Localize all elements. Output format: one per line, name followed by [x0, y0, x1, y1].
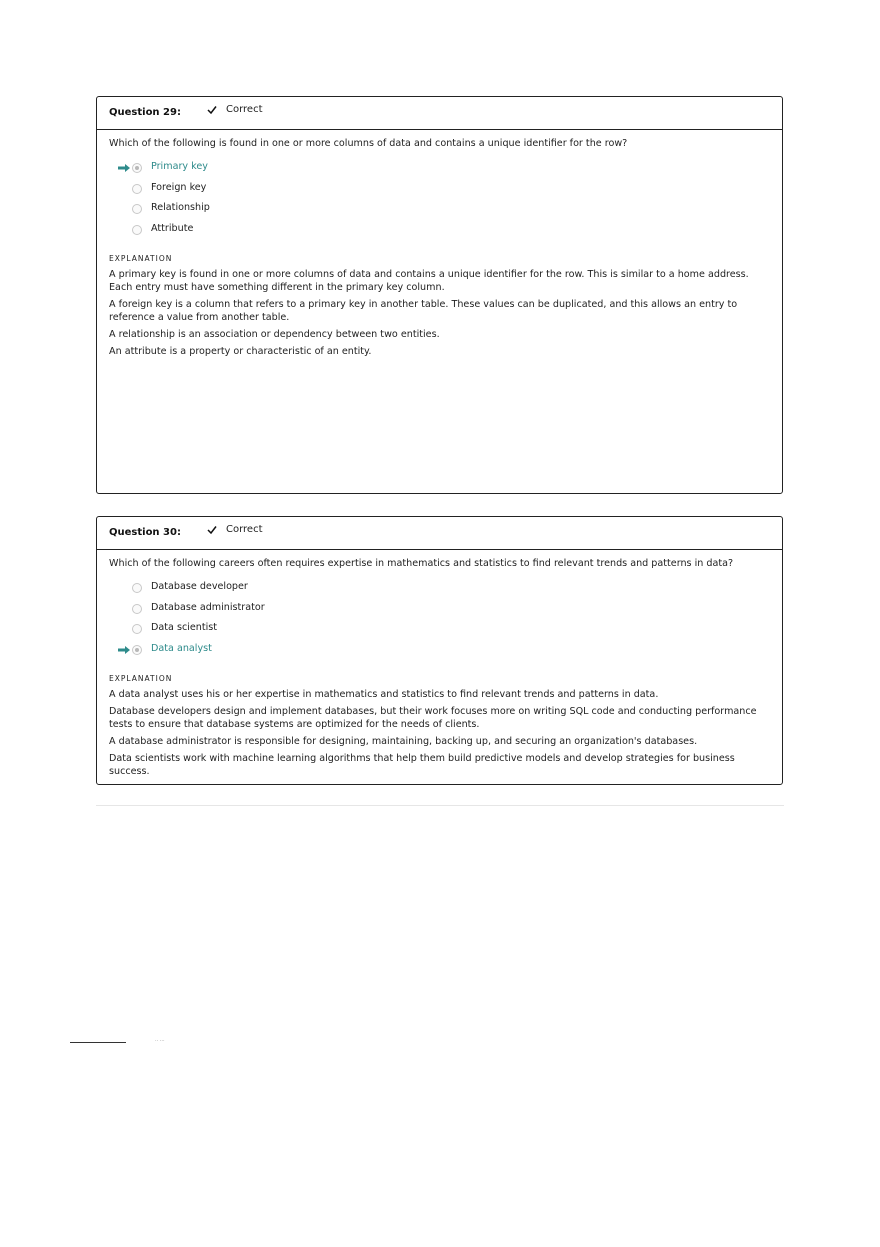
answer-option[interactable]	[109, 160, 770, 181]
explanation-paragraph: A primary key is found in one or more columns of data and contains a unique identifier for the row. This is similar to a home address. Each entry must have something different in the primary key column.	[109, 269, 749, 293]
status-label: Correct	[226, 524, 263, 535]
question-text: Which of the following is found in one or more columns of data and contains a unique identifier for the row?	[109, 138, 628, 149]
question-card	[96, 516, 783, 785]
explanation-paragraph: A database administrator is responsible for designing, maintaining, backing up, and securing an organization's databases.	[109, 736, 698, 747]
section-divider	[96, 805, 784, 806]
explanation-paragraph: An attribute is a property or characteristic of an entity.	[109, 346, 372, 357]
footer-rule	[70, 1042, 126, 1043]
option-label: Database administrator	[151, 601, 265, 613]
selected-arrow-icon	[118, 164, 130, 172]
answer-option[interactable]	[109, 580, 770, 601]
checkmark-icon	[207, 105, 217, 115]
selected-arrow-icon	[118, 646, 130, 654]
footer-page-ref: ·· ···	[155, 1038, 165, 1044]
question-header	[97, 97, 782, 130]
explanation-paragraph: A data analyst uses his or her expertise in mathematics and statistics to find relevant trends and patterns in data.	[109, 689, 659, 700]
explanation-paragraph: A foreign key is a column that refers to a primary key in another table. These values can be duplicated, and this allows an entry to reference a value from another table.	[109, 299, 738, 323]
option-label: Data analyst	[151, 642, 212, 654]
explanation-paragraph: Database developers design and implement databases, but their work focuses more on writing SQL code and conducting performance tests to ensure that database systems are optimized for the needs of clients.	[109, 706, 757, 730]
question-text: Which of the following careers often requires expertise in mathematics and statistics to find relevant trends and patterns in data?	[109, 558, 734, 569]
radio-button[interactable]	[132, 225, 142, 235]
question-card	[96, 96, 783, 494]
radio-button[interactable]	[132, 604, 142, 614]
answer-option[interactable]	[109, 601, 770, 622]
status-label: Correct	[226, 104, 263, 115]
explanation-heading: EXPLANATION	[109, 254, 173, 263]
checkmark-icon	[207, 525, 217, 535]
radio-button[interactable]	[132, 204, 142, 214]
explanation-paragraph: Data scientists work with machine learning algorithms that help them build predictive models and develop strategies for business success.	[109, 753, 735, 777]
option-label: Relationship	[151, 202, 210, 213]
answer-option[interactable]	[109, 621, 770, 642]
result-status	[207, 524, 263, 535]
question-number: Question 29:	[109, 107, 181, 118]
option-label: Data scientist	[151, 622, 218, 633]
option-label: Database developer	[151, 581, 248, 592]
answer-options	[109, 580, 770, 662]
radio-button[interactable]	[132, 583, 142, 593]
question-number: Question 30:	[109, 527, 181, 538]
result-status	[207, 104, 263, 115]
radio-button[interactable]	[132, 184, 142, 194]
option-label: Primary key	[151, 161, 208, 172]
option-label: Foreign key	[151, 181, 207, 193]
explanation-paragraph: A relationship is an association or dependency between two entities.	[109, 329, 440, 340]
radio-button[interactable]	[132, 645, 142, 655]
answer-option[interactable]	[109, 222, 770, 243]
answer-option[interactable]	[109, 201, 770, 222]
radio-button[interactable]	[132, 624, 142, 634]
radio-button[interactable]	[132, 163, 142, 173]
answer-option[interactable]	[109, 642, 770, 663]
question-header	[97, 517, 782, 550]
answer-options	[109, 160, 770, 242]
option-label: Attribute	[151, 222, 194, 234]
answer-option[interactable]	[109, 181, 770, 202]
explanation-heading: EXPLANATION	[109, 674, 173, 683]
